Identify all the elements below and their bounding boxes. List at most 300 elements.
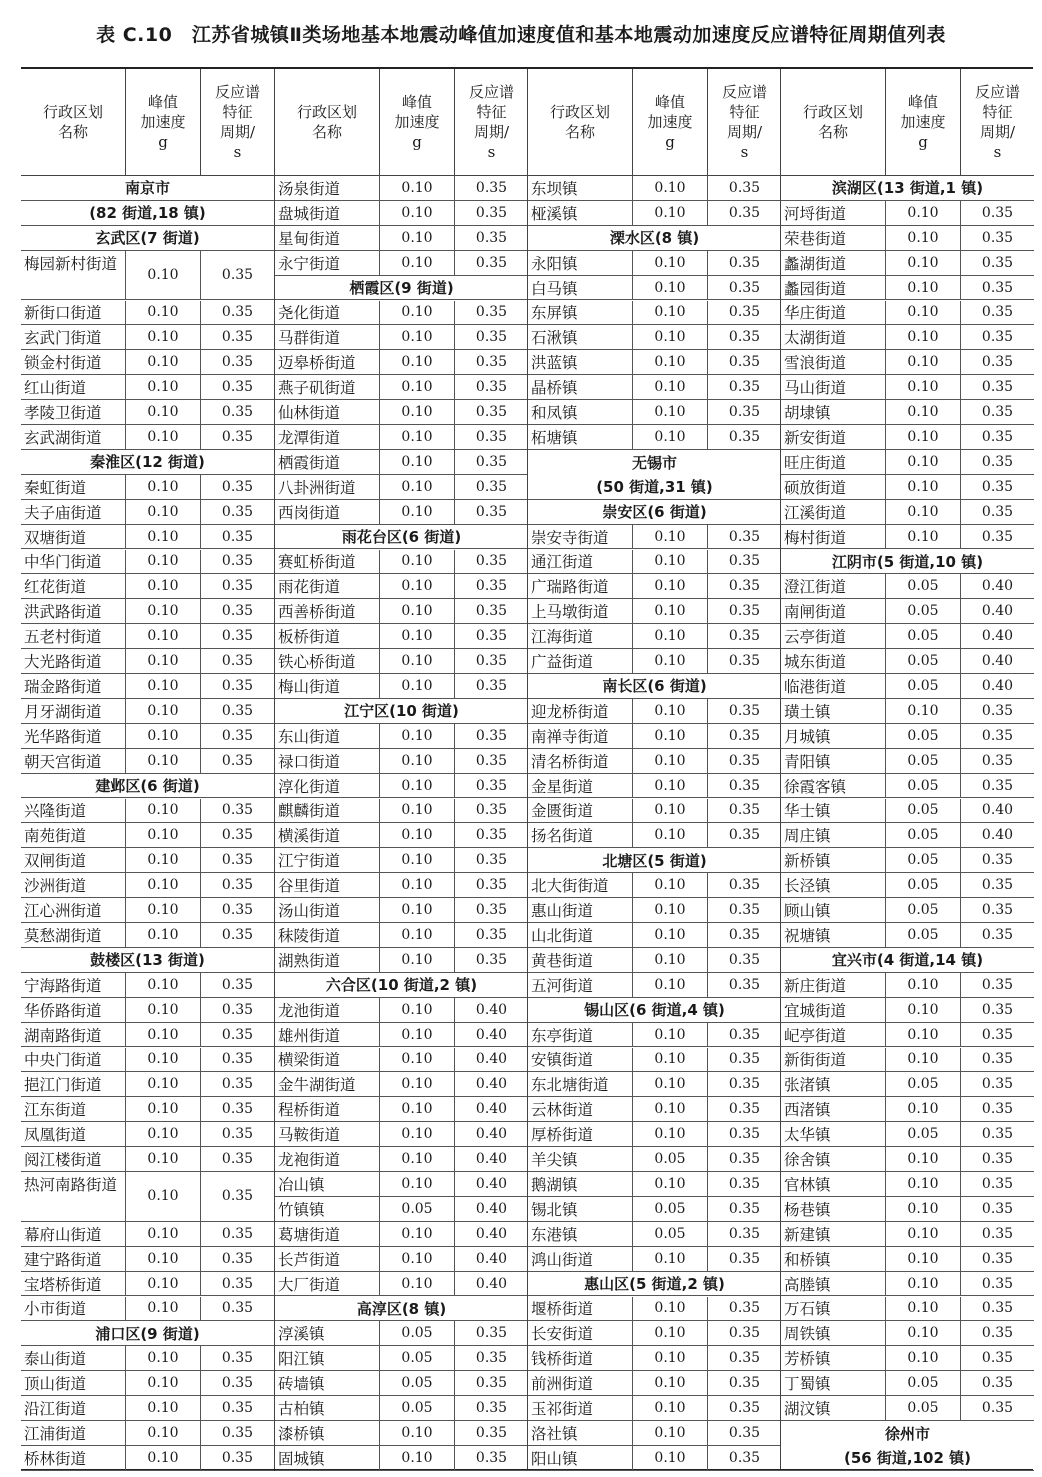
table-row <box>781 325 1034 350</box>
pga-value: 0.05 <box>632 1222 707 1246</box>
area-name: 尧化街道 <box>278 304 341 323</box>
period-value: 0.35 <box>960 375 1034 399</box>
table-row <box>21 1097 274 1122</box>
pga-value: 0.10 <box>379 1172 454 1196</box>
table-row <box>528 1023 781 1048</box>
area-name: 新街口街道 <box>24 304 102 323</box>
table-row <box>275 724 528 749</box>
district-heading: 江阴市(5 街道,10 镇) <box>781 550 1034 575</box>
table-row <box>781 1272 1034 1297</box>
period-value: 0.35 <box>200 475 274 499</box>
pga-value: 0.10 <box>632 799 707 823</box>
pga-value: 0.10 <box>885 425 960 449</box>
period-value: 0.40 <box>960 649 1034 673</box>
table-row <box>275 1097 528 1122</box>
table-row <box>21 500 274 525</box>
district-heading: 南长区(6 街道) <box>528 674 781 699</box>
pga-value: 0.10 <box>125 923 200 947</box>
period-value: 0.40 <box>960 823 1034 847</box>
table-row <box>275 1346 528 1371</box>
period-value: 0.35 <box>707 1247 781 1271</box>
area-name: 仙林街道 <box>278 404 341 423</box>
table-row <box>528 550 781 575</box>
area-name: 栖霞街道 <box>278 453 341 472</box>
pga-value: 0.10 <box>125 1346 200 1370</box>
table-row <box>781 1048 1034 1073</box>
table-row <box>275 898 528 923</box>
period-value: 0.35 <box>707 1048 781 1072</box>
pga-value: 0.10 <box>379 350 454 374</box>
pga-value: 0.05 <box>885 599 960 623</box>
area-name: 月牙湖街道 <box>24 702 102 721</box>
area-name: 桥林街道 <box>24 1449 87 1468</box>
period-value: 0.35 <box>200 799 274 823</box>
district-heading: 崇安区(6 街道) <box>528 500 781 525</box>
table-row <box>528 749 781 774</box>
table-row <box>275 848 528 873</box>
area-name: 月城镇 <box>784 727 831 746</box>
area-name: 梅园新村街道 <box>24 254 118 273</box>
table-row <box>528 774 781 799</box>
pga-value: 0.10 <box>125 1446 200 1470</box>
header-pga: 峰值 加速度 g <box>885 69 960 175</box>
pga-value: 0.10 <box>379 1247 454 1271</box>
period-value: 0.35 <box>200 724 274 748</box>
pga-value: 0.10 <box>125 749 200 773</box>
table-row <box>528 873 781 898</box>
period-value: 0.35 <box>707 873 781 897</box>
area-name: 云林街道 <box>531 1101 594 1120</box>
table-row <box>528 898 781 923</box>
period-value: 0.35 <box>960 873 1034 897</box>
area-name: 玄武门街道 <box>24 329 102 348</box>
table-row <box>528 699 781 724</box>
area-name: 夫子庙街道 <box>24 503 102 522</box>
area-name: 清名桥街道 <box>531 752 609 771</box>
area-name: 洪武路街道 <box>24 603 102 622</box>
table-row <box>21 1247 274 1272</box>
period-value: 0.35 <box>960 1222 1034 1246</box>
period-value: 0.35 <box>707 325 781 349</box>
pga-value: 0.10 <box>125 898 200 922</box>
district-heading: 惠山区(5 街道,2 镇) <box>528 1272 781 1297</box>
district-heading: 建邺区(6 街道) <box>21 774 274 799</box>
district-heading: 秦淮区(12 街道) <box>21 450 274 475</box>
area-name: 太华镇 <box>784 1126 831 1145</box>
table-row <box>781 1247 1034 1272</box>
period-value: 0.35 <box>707 1346 781 1370</box>
area-name: 南禅寺街道 <box>531 727 609 746</box>
area-name: 雄州街道 <box>278 1026 341 1045</box>
table-row <box>21 923 274 948</box>
pga-value: 0.10 <box>125 674 200 698</box>
pga-value: 0.10 <box>632 1072 707 1096</box>
pga-value: 0.10 <box>632 574 707 598</box>
period-value: 0.35 <box>454 799 528 823</box>
pga-value: 0.10 <box>125 1421 200 1445</box>
table-row <box>21 325 274 350</box>
period-value: 0.35 <box>454 574 528 598</box>
pga-value: 0.10 <box>379 425 454 449</box>
period-value: 0.35 <box>960 998 1034 1022</box>
district-heading: 南京市 <box>21 176 274 201</box>
pga-value: 0.10 <box>379 848 454 872</box>
seismic-table <box>21 67 1033 1471</box>
table-row <box>275 873 528 898</box>
period-value: 0.35 <box>454 774 528 798</box>
area-name: 西岗街道 <box>278 503 341 522</box>
area-name: 石湫镇 <box>531 329 578 348</box>
table-row <box>275 1197 528 1222</box>
table-row <box>528 574 781 599</box>
period-value: 0.35 <box>707 799 781 823</box>
area-name: 淳化街道 <box>278 777 341 796</box>
table-row <box>275 948 528 973</box>
period-value: 0.35 <box>454 1396 528 1420</box>
period-value: 0.35 <box>707 823 781 847</box>
pga-value: 0.10 <box>632 1396 707 1420</box>
table-row <box>781 1222 1034 1247</box>
area-name: 湖汶镇 <box>784 1400 831 1419</box>
period-value: 0.35 <box>454 475 528 499</box>
pga-value: 0.10 <box>632 1048 707 1072</box>
pga-value: 0.05 <box>885 923 960 947</box>
pga-value: 0.05 <box>379 1346 454 1370</box>
area-name: 泰山街道 <box>24 1350 87 1369</box>
pga-value: 0.10 <box>125 998 200 1022</box>
table-row <box>781 1371 1034 1396</box>
period-value: 0.35 <box>454 1321 528 1345</box>
area-name: 龙袍街道 <box>278 1151 341 1170</box>
period-value: 0.35 <box>707 301 781 325</box>
area-name: 梅村街道 <box>784 528 847 547</box>
period-value: 0.35 <box>200 973 274 997</box>
area-name: 旺庄街道 <box>784 453 847 472</box>
area-name: 丁蜀镇 <box>784 1375 831 1394</box>
pga-value: 0.10 <box>632 823 707 847</box>
area-name: 新街街道 <box>784 1051 847 1070</box>
period-value: 0.35 <box>200 599 274 623</box>
table-row <box>528 1172 781 1197</box>
table-row <box>21 749 274 774</box>
pga-value: 0.10 <box>632 525 707 549</box>
pga-value: 0.10 <box>885 525 960 549</box>
table-row <box>275 1222 528 1247</box>
district-heading: (56 街道,102 镇) <box>781 1446 1034 1471</box>
period-value: 0.35 <box>454 1421 528 1445</box>
area-name: 顶山街道 <box>24 1375 87 1394</box>
pga-value: 0.05 <box>885 1072 960 1096</box>
area-name: 杨巷镇 <box>784 1200 831 1219</box>
period-value: 0.35 <box>707 1172 781 1196</box>
header-pga: 峰值 加速度 g <box>125 69 200 175</box>
area-name: 光华路街道 <box>24 727 102 746</box>
period-value: 0.35 <box>960 226 1034 250</box>
period-value: 0.35 <box>200 525 274 549</box>
table-row <box>528 1197 781 1222</box>
table-row <box>21 649 274 674</box>
pga-value: 0.10 <box>125 251 200 300</box>
pga-value: 0.10 <box>125 1147 200 1171</box>
area-name: 东港镇 <box>531 1225 578 1244</box>
table-row <box>275 375 528 400</box>
pga-value: 0.10 <box>632 699 707 723</box>
period-value: 0.35 <box>960 475 1034 499</box>
area-name: 河埒街道 <box>784 204 847 223</box>
pga-value: 0.10 <box>125 699 200 723</box>
table-row <box>21 1421 274 1446</box>
pga-value: 0.10 <box>379 923 454 947</box>
period-value: 0.35 <box>454 301 528 325</box>
pga-value: 0.10 <box>379 998 454 1022</box>
period-value: 0.35 <box>200 848 274 872</box>
period-value: 0.35 <box>200 1396 274 1420</box>
period-value: 0.35 <box>200 1147 274 1171</box>
period-value: 0.35 <box>454 500 528 524</box>
area-name: 朝天宫街道 <box>24 752 102 771</box>
table-row <box>275 674 528 699</box>
area-name: 鹅湖镇 <box>531 1175 578 1194</box>
period-value: 0.35 <box>454 400 528 424</box>
area-name: 高塍镇 <box>784 1275 831 1294</box>
table-row <box>21 550 274 575</box>
pga-value: 0.10 <box>379 1072 454 1096</box>
pga-value: 0.10 <box>632 1097 707 1121</box>
pga-value: 0.10 <box>379 251 454 275</box>
area-name: 璜土镇 <box>784 702 831 721</box>
pga-value: 0.10 <box>632 325 707 349</box>
period-value: 0.35 <box>454 749 528 773</box>
area-name: 前洲街道 <box>531 1375 594 1394</box>
pga-value: 0.10 <box>125 599 200 623</box>
area-name: 龙潭街道 <box>278 428 341 447</box>
table-row <box>21 674 274 699</box>
table-row <box>275 574 528 599</box>
pga-value: 0.05 <box>885 724 960 748</box>
header-pga: 峰值 加速度 g <box>632 69 707 175</box>
area-name: 新安街道 <box>784 428 847 447</box>
area-name: 横溪街道 <box>278 827 341 846</box>
pga-value: 0.10 <box>379 1222 454 1246</box>
area-name: 山北街道 <box>531 926 594 945</box>
area-name: 芳桥镇 <box>784 1350 831 1369</box>
header-period: 反应谱 特征 周期/ s <box>707 69 781 175</box>
pga-value: 0.10 <box>885 400 960 424</box>
area-name: 金匮街道 <box>531 802 594 821</box>
table-row <box>781 1197 1034 1222</box>
period-value: 0.35 <box>707 1321 781 1345</box>
table-row <box>528 1297 781 1322</box>
table-row <box>781 1297 1034 1322</box>
area-name: 红花街道 <box>24 578 87 597</box>
period-value: 0.35 <box>707 525 781 549</box>
district-heading: 江宁区(10 街道) <box>275 699 528 724</box>
area-name: 蠡园街道 <box>784 279 847 298</box>
period-value: 0.40 <box>454 1172 528 1196</box>
table-row <box>528 201 781 226</box>
table-header <box>21 69 274 176</box>
area-name: 长安街道 <box>531 1325 594 1344</box>
period-value: 0.35 <box>200 325 274 349</box>
pga-value: 0.10 <box>885 1321 960 1345</box>
table-row <box>781 1172 1034 1197</box>
district-heading: 栖霞区(9 街道) <box>275 276 528 301</box>
period-value: 0.35 <box>200 1023 274 1047</box>
pga-value: 0.10 <box>885 276 960 300</box>
table-row <box>781 500 1034 525</box>
table-row <box>781 674 1034 699</box>
pga-value: 0.10 <box>379 1446 454 1470</box>
pga-value: 0.10 <box>125 550 200 574</box>
period-value: 0.35 <box>454 649 528 673</box>
table-row <box>275 500 528 525</box>
period-value: 0.35 <box>200 1222 274 1246</box>
area-name: 北大街街道 <box>531 877 609 896</box>
area-name: 江宁街道 <box>278 852 341 871</box>
pga-value: 0.10 <box>632 624 707 648</box>
table-row <box>275 176 528 201</box>
pga-value: 0.10 <box>379 1048 454 1072</box>
table-row <box>275 823 528 848</box>
area-name: 周庄镇 <box>784 827 831 846</box>
area-name: 汤泉街道 <box>278 179 341 198</box>
area-name: 广益街道 <box>531 653 594 672</box>
pga-value: 0.10 <box>125 350 200 374</box>
table-row <box>528 823 781 848</box>
area-name: 长芦街道 <box>278 1250 341 1269</box>
table-row <box>21 898 274 923</box>
area-name: 张渚镇 <box>784 1076 831 1095</box>
area-name: 古柏镇 <box>278 1400 325 1419</box>
area-name: 砖墙镇 <box>278 1375 325 1394</box>
area-name: 固城镇 <box>278 1449 325 1468</box>
table-row <box>275 325 528 350</box>
table-row <box>275 1023 528 1048</box>
pga-value: 0.10 <box>125 1122 200 1146</box>
area-name: 湖南路街道 <box>24 1026 102 1045</box>
pga-value: 0.10 <box>379 823 454 847</box>
district-heading: 溧水区(8 镇) <box>528 226 781 251</box>
period-value: 0.35 <box>454 425 528 449</box>
period-value: 0.35 <box>200 649 274 673</box>
pga-value: 0.05 <box>379 1371 454 1395</box>
table-row <box>21 1048 274 1073</box>
period-value: 0.35 <box>707 425 781 449</box>
pga-value: 0.05 <box>885 799 960 823</box>
period-value: 0.35 <box>707 1446 781 1470</box>
area-name: 玉祁街道 <box>531 1400 594 1419</box>
area-name: 江东街道 <box>24 1101 87 1120</box>
period-value: 0.35 <box>200 1122 274 1146</box>
pga-value: 0.10 <box>379 1023 454 1047</box>
table-row <box>781 799 1034 824</box>
pga-value: 0.10 <box>632 1247 707 1271</box>
district-heading: 宜兴市(4 街道,14 镇) <box>781 948 1034 973</box>
period-value: 0.35 <box>707 699 781 723</box>
pga-value: 0.10 <box>125 1072 200 1096</box>
pga-value: 0.10 <box>125 400 200 424</box>
table-row <box>781 1097 1034 1122</box>
pga-value: 0.10 <box>125 649 200 673</box>
period-value: 0.35 <box>200 624 274 648</box>
area-name: 宁海路街道 <box>24 976 102 995</box>
area-name: 禄口街道 <box>278 752 341 771</box>
period-value: 0.35 <box>454 176 528 200</box>
pga-value: 0.10 <box>885 1197 960 1221</box>
pga-value: 0.10 <box>379 574 454 598</box>
pga-value: 0.10 <box>885 350 960 374</box>
pga-value: 0.10 <box>125 525 200 549</box>
area-name: 雨花街道 <box>278 578 341 597</box>
area-name: 江浦街道 <box>24 1424 87 1443</box>
area-name: 马山街道 <box>784 379 847 398</box>
area-name: 屺亭街道 <box>784 1026 847 1045</box>
table-row <box>528 973 781 998</box>
period-value: 0.35 <box>454 201 528 225</box>
period-value: 0.35 <box>707 1097 781 1121</box>
pga-value: 0.10 <box>125 848 200 872</box>
period-value: 0.35 <box>454 1446 528 1470</box>
period-value: 0.35 <box>454 873 528 897</box>
period-value: 0.35 <box>960 848 1034 872</box>
table-row <box>275 226 528 251</box>
table-row <box>781 301 1034 326</box>
pga-value: 0.10 <box>379 749 454 773</box>
table-row <box>21 724 274 749</box>
table-row <box>21 425 274 450</box>
pga-value: 0.10 <box>379 724 454 748</box>
area-name: 宝塔桥街道 <box>24 1275 102 1294</box>
table-row <box>781 973 1034 998</box>
pga-value: 0.10 <box>379 774 454 798</box>
pga-value: 0.10 <box>885 201 960 225</box>
pga-value: 0.10 <box>632 1421 707 1445</box>
area-name: 晶桥镇 <box>531 379 578 398</box>
table-row <box>21 1446 274 1471</box>
table-row <box>21 350 274 375</box>
table-row <box>21 375 274 400</box>
area-name: 葛塘街道 <box>278 1225 341 1244</box>
period-value: 0.35 <box>200 898 274 922</box>
area-name: 东山街道 <box>278 727 341 746</box>
pga-value: 0.10 <box>885 475 960 499</box>
area-name: 汤山街道 <box>278 902 341 921</box>
pga-value: 0.10 <box>125 574 200 598</box>
table-row <box>781 574 1034 599</box>
period-value: 0.35 <box>707 973 781 997</box>
period-value: 0.35 <box>707 375 781 399</box>
period-value: 0.35 <box>454 226 528 250</box>
table-row <box>275 1272 528 1297</box>
area-name: 锁金村街道 <box>24 354 102 373</box>
table-row <box>781 350 1034 375</box>
period-value: 0.35 <box>960 1122 1034 1146</box>
district-heading: 浦口区(9 街道) <box>21 1321 274 1346</box>
table-row <box>21 699 274 724</box>
period-value: 0.35 <box>454 898 528 922</box>
area-name: 漆桥镇 <box>278 1424 325 1443</box>
period-value: 0.35 <box>960 325 1034 349</box>
area-name: 新庄街道 <box>784 976 847 995</box>
period-value: 0.35 <box>960 500 1034 524</box>
area-name: 金牛湖街道 <box>278 1076 356 1095</box>
area-name: 华士镇 <box>784 802 831 821</box>
period-value: 0.35 <box>707 948 781 972</box>
period-value: 0.35 <box>454 1346 528 1370</box>
pga-value: 0.10 <box>632 873 707 897</box>
area-name: 江海街道 <box>531 628 594 647</box>
pga-value: 0.10 <box>632 1371 707 1395</box>
